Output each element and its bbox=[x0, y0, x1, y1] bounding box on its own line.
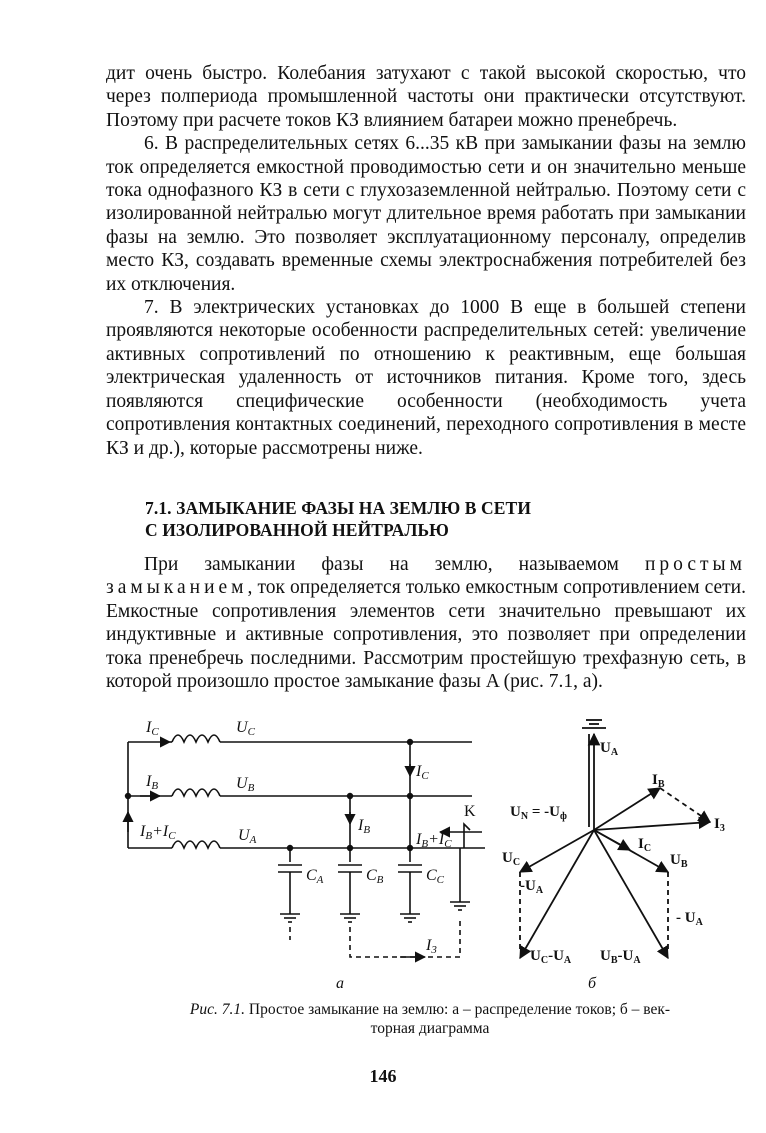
paragraph-4-emphasis: простым замыканием bbox=[106, 554, 746, 599]
caption-lead: Рис. 7.1. bbox=[189, 1001, 246, 1018]
vec-label-uc-ua: $U_C-U_A$ bbox=[530, 948, 572, 966]
vec-label-ub-ua: $U_B-U_A$ bbox=[600, 948, 641, 966]
label-ib-ic-fault: IB+IC bbox=[416, 831, 452, 850]
circuit-labels bbox=[139, 719, 476, 992]
paragraph-4 bbox=[106, 553, 746, 693]
figure-caption bbox=[130, 1000, 730, 1038]
section-heading-line-2: С ИЗОЛИРОВАННОЙ НЕЙТРАЛЬЮ bbox=[145, 520, 449, 540]
label-ic: IC bbox=[146, 719, 159, 738]
label-k: K bbox=[464, 803, 476, 820]
vec-label-ib: $I_B$ bbox=[652, 772, 665, 790]
label-cc: CC bbox=[426, 867, 445, 886]
body-text-section bbox=[106, 553, 746, 693]
section-heading bbox=[145, 497, 705, 541]
label-ua: UA bbox=[238, 827, 257, 846]
vec-label-ic: $I_C$ bbox=[638, 836, 652, 854]
paragraph-4-end: , ток определяется только емкостным сопротивлением сети. Емкостные сопротивления элементов сети значительно превышают их индуктивные и активные сопротивления, это позволяет при определении тока пренебречь последними. Рассмотрим простейшую трехфазную сеть, в которой произошло простое замыкание фазы A (рис. 7.1, a). bbox=[106, 577, 746, 693]
label-i3-circuit: I3 bbox=[426, 937, 437, 956]
figure-7-1 bbox=[100, 712, 740, 992]
page-number: 146 bbox=[369, 1066, 397, 1086]
caption-text-1: Простое замыкание на землю: а – распределение токов; б – век- bbox=[245, 1001, 671, 1018]
label-ib-branch: IB bbox=[358, 817, 371, 836]
label-ca: CA bbox=[306, 867, 324, 886]
label-uc: UC bbox=[236, 719, 255, 738]
vec-label-minus-ua-left: $-U_A$ bbox=[520, 878, 544, 896]
section-heading-line-1: 7.1. ЗАМЫКАНИЕ ФАЗЫ НА ЗЕМЛЮ В СЕТИ bbox=[145, 498, 532, 518]
body-text-top bbox=[106, 62, 746, 460]
vec-label-uc: $U_C$ bbox=[502, 850, 521, 868]
paragraph-2: 6. В распределительных сетях 6...35 кВ при замыкании фазы на землю ток определяется емкостной проводимостью сети и он значительно меньше тока однофазного КЗ в сети с глухозаземленной нейтралью. Поэтому сети с изолированной нейтралью могут длительное время работать при замыкании фазы на землю. Это позволяет эксплуатационному персоналу, определив место КЗ, создавать временные схемы электроснабжения потребителей без их отключения. bbox=[106, 133, 746, 295]
vec-label-ua: $U_A$ bbox=[600, 740, 619, 758]
label-ib-ic-left: IB+IC bbox=[140, 823, 176, 842]
vec-label-minus-ua-right: - $U_A$ bbox=[676, 910, 703, 928]
panel-label-b: б bbox=[588, 975, 597, 992]
paragraph-1: дит очень быстро. Колебания затухают с такой высокой скоростью, что через полпериода промышленной частоты они практически отсутствуют. Поэтому при расчете токов КЗ влиянием батареи можно пренебречь. bbox=[106, 63, 746, 131]
vec-label-un: $U_N = -U_ф$ bbox=[510, 804, 567, 822]
paragraph-4-start: При замыкании фазы на землю, называемом bbox=[144, 554, 645, 575]
panel-label-a: а bbox=[336, 975, 344, 992]
label-ic-branch: IC bbox=[416, 763, 429, 782]
label-ub: UB bbox=[236, 775, 255, 794]
figure-svg bbox=[100, 712, 740, 992]
paragraph-3: 7. В электрических установках до 1000 В еще в большей степени проявляются некоторые особенности распределительных сетей: увеличение активных сопротивлений по отношению к реактивным, еще большая электрическая удаленность от источников питания. Кроме того, здесь появляются специфические особенности (необходимость учета сопротивления контактных соединений, переходного сопротивления в месте КЗ и др.), которые рассмотрены ниже. bbox=[106, 297, 746, 459]
vector-labels bbox=[502, 740, 725, 992]
caption-line-2: торная диаграмма bbox=[370, 1020, 490, 1037]
label-ib: IB bbox=[146, 773, 159, 792]
vec-label-ub: $U_B$ bbox=[670, 852, 688, 870]
vec-label-i3: $I_3$ bbox=[714, 816, 725, 834]
label-cb: CB bbox=[366, 867, 384, 886]
caption-line-1 bbox=[130, 1000, 730, 1019]
